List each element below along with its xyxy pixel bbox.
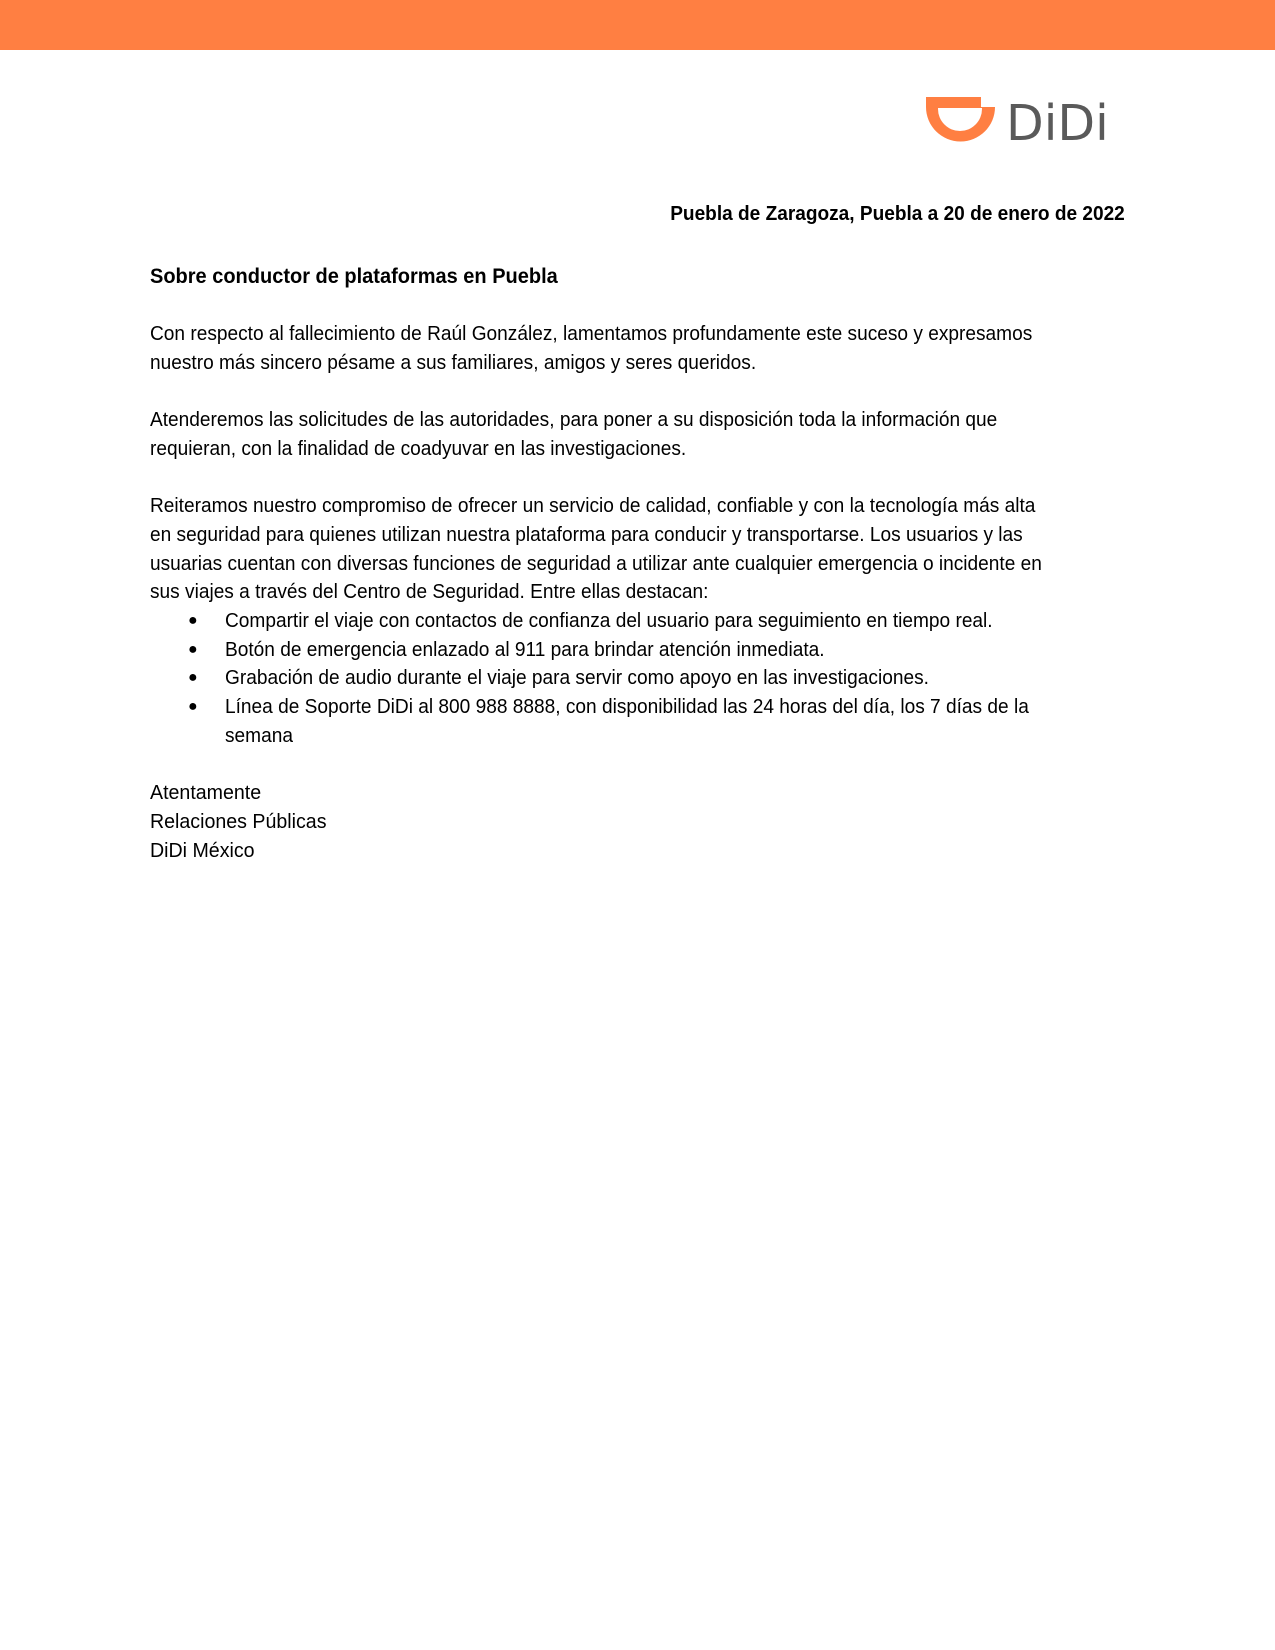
list-item-text: Grabación de audio durante el viaje para servir como apoyo en las investigaciones. xyxy=(225,667,929,690)
header-bar xyxy=(0,0,1275,50)
bullet-icon: ● xyxy=(188,669,198,687)
paragraph-line: usuarias cuentan con diversas funciones de seguridad a utilizar ante cualquier emergencia o incidente en xyxy=(150,552,1042,575)
paragraph-line: requieran, con la finalidad de coadyuvar en las investigaciones. xyxy=(150,437,687,460)
paragraph-condolences xyxy=(150,320,1120,377)
closing-salutation: Atentamente xyxy=(150,782,262,805)
paragraph-line: Con respecto al fallecimiento de Raúl González, lamentamos profundamente este suceso y expresamos xyxy=(150,323,1033,345)
paragraph-authorities xyxy=(150,406,1120,463)
bullet-icon: ● xyxy=(188,612,198,629)
date-line: Puebla de Zaragoza, Puebla a 20 de enero de 2022 xyxy=(670,202,1125,225)
didi-logo xyxy=(924,96,1114,156)
paragraph-line: Reiteramos nuestro compromiso de ofrecer un servicio de calidad, confiable y con la tecnología más alta xyxy=(150,495,1036,518)
letter-title: Sobre conductor de plataformas en Puebla xyxy=(150,264,558,288)
didi-logo-mark-icon xyxy=(924,96,998,156)
safety-features-list xyxy=(150,607,1120,751)
bullet-icon: ● xyxy=(188,640,198,658)
paragraph-line: nuestro más sincero pésame a sus familiares, amigos y seres queridos. xyxy=(150,351,757,374)
list-item-text: Compartir el viaje con contactos de confianza del usuario para seguimiento en tiempo real. xyxy=(225,610,993,632)
list-item xyxy=(150,636,1120,665)
logo-wordmark: DiDi xyxy=(1006,95,1109,152)
bullet-icon: ● xyxy=(188,698,198,716)
letter-body xyxy=(150,320,1120,865)
list-item xyxy=(150,664,1120,693)
list-item xyxy=(150,607,1120,636)
closing-department: Relaciones Públicas xyxy=(150,810,327,833)
closing-company: DiDi México xyxy=(150,839,255,862)
list-item-text: Botón de emergencia enlazado al 911 para brindar atención inmediata. xyxy=(225,638,825,661)
list-item-text: Línea de Soporte DiDi al 800 988 8888, con disponibilidad las 24 horas del día, los 7 días de la xyxy=(225,696,1029,719)
paragraph-line: Atenderemos las solicitudes de las autoridades, para poner a su disposición toda la información que xyxy=(150,409,998,432)
letter-closing xyxy=(150,779,1120,865)
paragraph-commitment xyxy=(150,492,1120,607)
list-item-text: semana xyxy=(225,724,293,747)
paragraph-line: sus viajes a través del Centro de Seguridad. Entre ellas destacan: xyxy=(150,581,709,604)
paragraph-line: en seguridad para quienes utilizan nuestra plataforma para conducir y transportarse. Los usuarios y las xyxy=(150,523,1023,546)
list-item xyxy=(150,693,1120,750)
